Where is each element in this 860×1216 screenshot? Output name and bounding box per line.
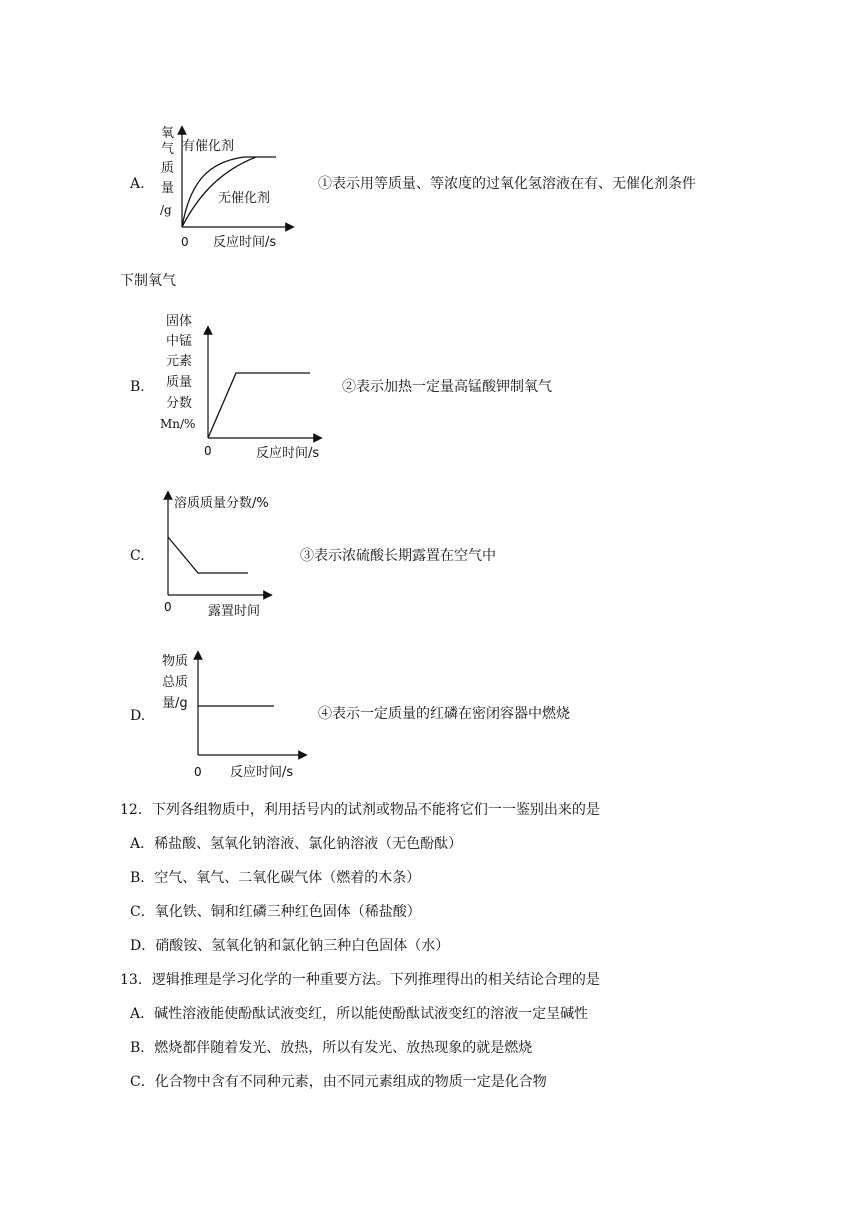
option-b-letter: B.	[130, 379, 145, 395]
option-a-letter: A.	[130, 176, 145, 192]
option-b-ylabel-3: 元素	[166, 354, 193, 369]
option-a-xlabel: 反应时间/s	[213, 235, 277, 250]
question-13-option-b: B．燃烧都伴随着发光、放热，所以有发光、放热现象的就是燃烧	[130, 1040, 533, 1056]
option-b-xlabel: 反应时间/s	[256, 446, 320, 461]
option-d-ylabel-3: 量/g	[162, 696, 188, 711]
option-b-curve	[208, 373, 310, 438]
option-b-ylabel-6: Mn/%	[160, 417, 196, 431]
option-d-graph	[158, 645, 323, 785]
option-b-graph	[158, 310, 333, 465]
option-b-ylabel-5: 分数	[166, 396, 193, 411]
option-b-statement: ②表示加热一定量高锰酸钾制氧气	[342, 379, 552, 395]
option-a-ylabel-4: 量	[161, 181, 175, 196]
option-a-label-catalyst: 有催化剂	[182, 139, 235, 154]
option-a-statement-cont: 下制氧气	[120, 273, 176, 289]
option-d-origin: 0	[194, 765, 202, 779]
option-d-ylabel-1: 物质	[162, 654, 189, 669]
option-a-statement: ①表示用等质量、等浓度的过氧化氢溶液在有、无催化剂条件	[318, 176, 696, 192]
option-d-statement: ④表示一定质量的红磷在密闭容器中燃烧	[318, 706, 570, 722]
option-a-origin: 0	[181, 235, 189, 249]
option-d-ylabel-2: 总质	[162, 675, 189, 690]
option-c-xlabel: 露置时间	[208, 604, 261, 619]
question-13-option-c: C．化合物中含有不同种元素，由不同元素组成的物质一定是化合物	[130, 1074, 547, 1090]
option-c-graph	[158, 487, 298, 622]
option-a-ylabel-3: 质	[161, 161, 175, 176]
question-13-option-a: A．碱性溶液能使酚酞试液变红，所以能使酚酞试液变红的溶液一定呈碱性	[130, 1006, 589, 1022]
option-b-origin: 0	[204, 444, 212, 458]
question-12-stem: 12．下列各组物质中，利用括号内的试剂或物品不能将它们一一鉴别出来的是	[120, 802, 600, 818]
option-c-statement: ③表示浓硫酸长期露置在空气中	[300, 548, 496, 564]
option-a-graph	[158, 122, 308, 252]
question-12-option-b: B．空气、氧气、二氧化碳气体（燃着的木条）	[130, 870, 421, 886]
question-13-stem: 13．逻辑推理是学习化学的一种重要方法。下列推理得出的相关结论合理的是	[120, 972, 600, 988]
option-c-letter: C.	[130, 548, 145, 564]
option-a-ylabel-5: /g	[160, 203, 172, 217]
option-c-curve	[168, 537, 248, 573]
question-12-option-d: D．硝酸铵、氢氧化钠和氯化钠三种白色固体（水）	[130, 938, 450, 954]
option-a-ylabel-1: 氧	[161, 126, 175, 141]
option-b-ylabel-1: 固体	[166, 314, 193, 329]
option-a-ylabel-2: 气	[161, 142, 175, 157]
option-a-label-no-catalyst: 无催化剂	[218, 191, 271, 206]
option-d-xlabel: 反应时间/s	[230, 765, 294, 780]
option-c-ylabel: 溶质质量分数/%	[174, 496, 269, 511]
option-b-ylabel-4: 质量	[166, 375, 193, 390]
option-c-origin: 0	[164, 600, 172, 614]
question-12-option-c: C．氧化铁、铜和红磷三种红色固体（稀盐酸）	[130, 904, 421, 920]
option-b-ylabel-2: 中锰	[166, 334, 193, 349]
question-12-option-a: A．稀盐酸、氢氧化钠溶液、氯化钠溶液（无色酚酞）	[130, 836, 463, 852]
option-d-letter: D.	[130, 708, 146, 724]
